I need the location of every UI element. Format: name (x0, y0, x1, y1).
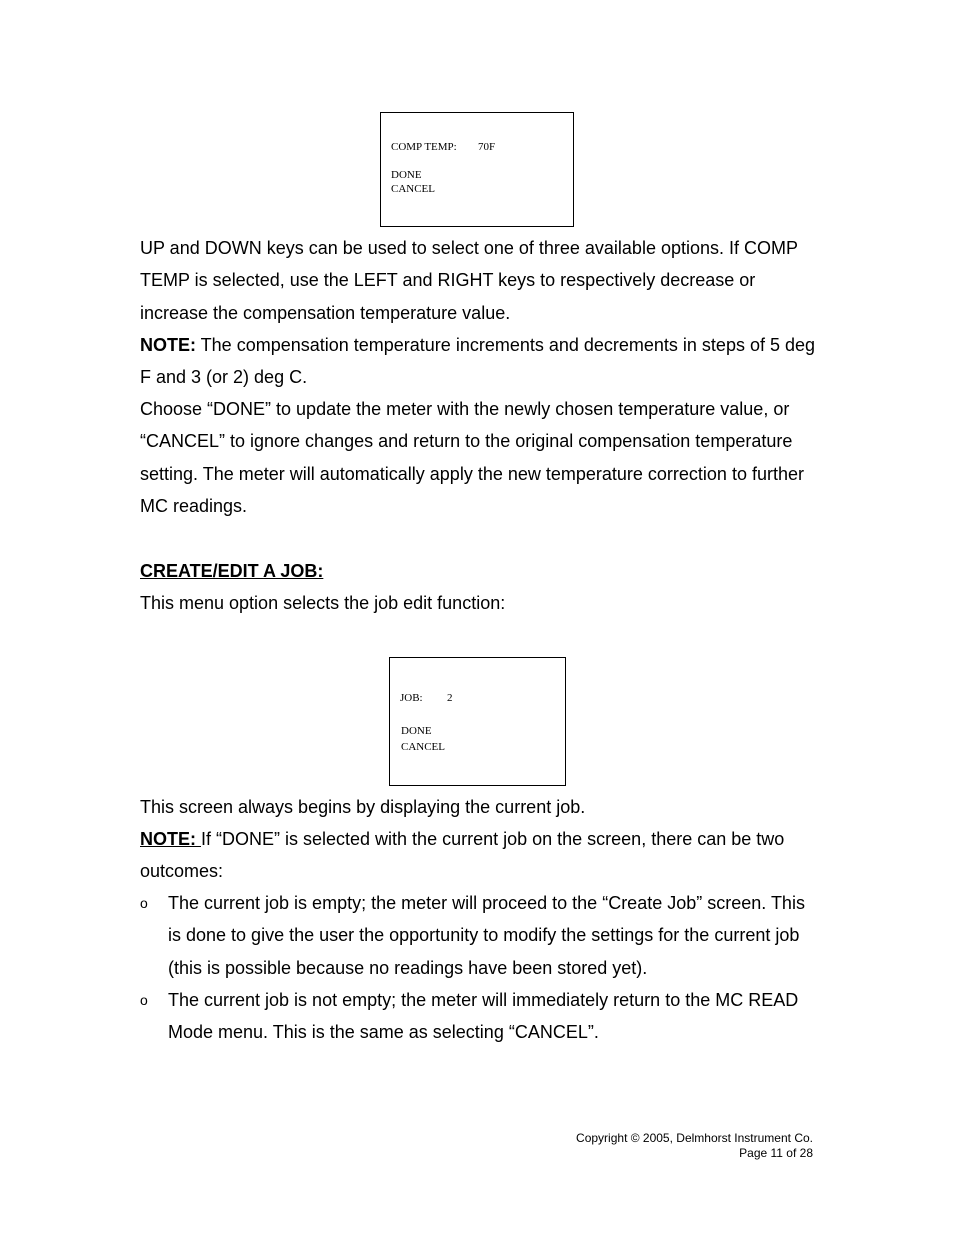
list-item (140, 984, 820, 1049)
page-number: Page 11 of 28 (739, 1146, 813, 1160)
note-paragraph-1 (140, 329, 820, 394)
page-footer (576, 1131, 813, 1161)
bullet-marker: o (140, 992, 148, 1008)
menu-option-paragraph: This menu option selects the job edit function: (140, 593, 506, 613)
copyright-notice: Copyright © 2005, Delmhorst Instrument Co. (576, 1131, 813, 1145)
comp-temp-screen (380, 112, 574, 227)
comp-temp-label: COMP TEMP: (391, 141, 457, 153)
choose-done-paragraph: Choose “DONE” to update the meter with the newly chosen temperature value, or “CANCEL” to ignore changes and return to the original compensation temperature setting. The meter will automatically apply the new temperature correction to further MC readings. (140, 399, 804, 517)
list-item-text: The current job is not empty; the meter will immediately return to the MC READ Mode menu. This is the same as selecting “CANCEL”. (168, 990, 799, 1043)
job-label: JOB: (400, 692, 423, 704)
screen1-cancel-option: CANCEL (391, 183, 435, 195)
screen2-done-option: DONE (401, 725, 432, 737)
list-item-text: The current job is empty; the meter will proceed to the “Create Job” screen. This is done to give the user the opportunity to modify the settings for the current job (this is possible because no readings have been stored yet). (168, 893, 805, 978)
list-item (140, 887, 820, 984)
comp-temp-paragraph: UP and DOWN keys can be used to select one of three available options. If COMP TEMP is selected, use the LEFT and RIGHT keys to respectively decrease or increase the compensation temperature value. (140, 238, 798, 323)
screen2-cancel-option: CANCEL (401, 741, 445, 753)
bullet-marker: o (140, 895, 148, 911)
screen1-done-option: DONE (391, 169, 422, 181)
note-text-1: The compensation temperature increments and decrements in steps of 5 deg F and 3 (or 2) deg C. (140, 335, 816, 388)
note-label-1: NOTE: (140, 335, 196, 355)
note-text-2: If “DONE” is selected with the current job on the screen, there can be two outcomes: (140, 829, 785, 882)
comp-temp-value: 70F (478, 141, 496, 153)
job-screen (389, 657, 566, 786)
section-heading: CREATE/EDIT A JOB: (140, 561, 324, 581)
note-paragraph-2 (140, 823, 820, 888)
section-heading-paragraph (140, 555, 820, 587)
screen-begins-paragraph: This screen always begins by displaying the current job. (140, 797, 586, 817)
note-label-2: NOTE: (140, 829, 201, 849)
job-value: 2 (447, 692, 453, 704)
